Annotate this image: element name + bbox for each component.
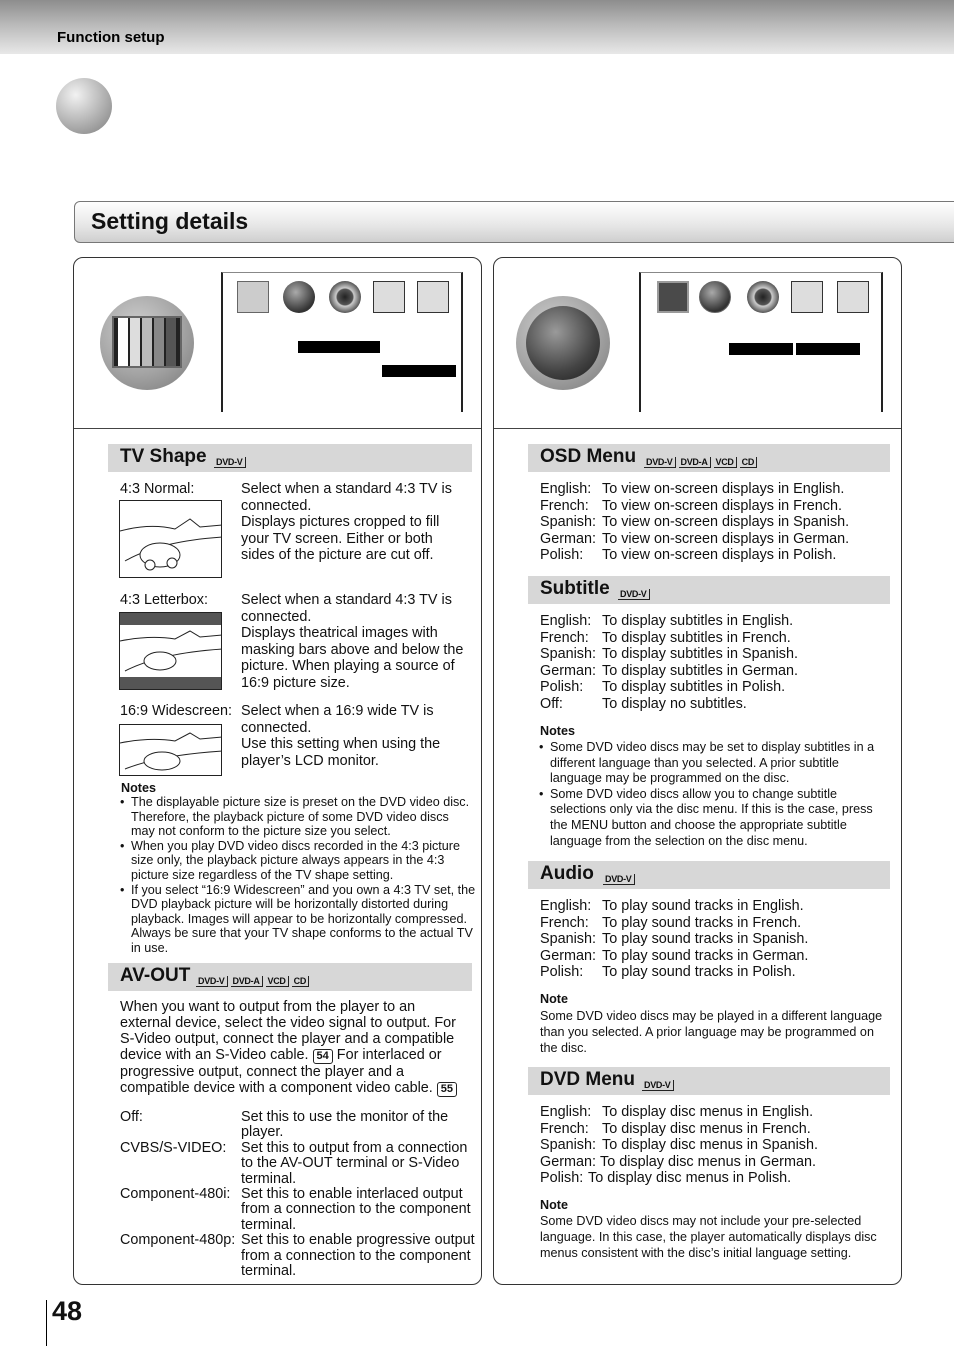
av-out-title: AV-OUT — [120, 965, 191, 986]
badge-dvd-v: DVD-V — [603, 874, 635, 885]
badge-dvd-v: DVD-V — [642, 1080, 674, 1091]
setup-1-icon[interactable] — [373, 281, 405, 313]
subtitle-notes-title: Notes — [540, 724, 575, 738]
audio-title: Audio — [540, 863, 594, 884]
tv-normal-label: 4:3 Normal: — [120, 481, 195, 497]
tv-shape-title: TV Shape — [120, 446, 207, 467]
badge-vcd: VCD — [266, 976, 289, 987]
badge-dvd-a: DVD-A — [679, 457, 711, 468]
note-item: • If you select “16:9 Widescreen” and you own a 4:3 TV set, the DVD playback picture will be horizontally distorted during playback. Images will appear to be horizontally compressed. Always be sure that your TV shape conforms to the actual TV in use. — [120, 883, 476, 956]
setup-menu-screen-2 — [639, 272, 883, 412]
note-item: • The displayable picture size is preset on the DVD video disc. Therefore, the playback picture of some DVD video discs may not conform to the picture size you select. — [120, 795, 476, 839]
setup-2-icon[interactable] — [837, 281, 869, 313]
note-item: • When you play DVD video discs recorded in the 4:3 picture size only, the playback picture always appears in the 4:3 picture size regardless of the TV shape setting. — [120, 839, 476, 883]
osd-menu-header — [528, 444, 890, 472]
badge-dvd-a: DVD-A — [231, 976, 263, 987]
osd-menu-title: OSD Menu — [540, 446, 637, 467]
tv-letterbox-label: 4:3 Letterbox: — [120, 592, 209, 608]
tv-screen-icon — [112, 316, 182, 368]
audio-header — [528, 861, 890, 889]
page-ref-54[interactable]: 54 — [313, 1049, 333, 1064]
audio-note: Some DVD video discs may be played in a different language than you selected. A prior language may be programmed on the disc. — [540, 1009, 883, 1055]
badge-cd: CD — [292, 976, 309, 987]
section-label: Function setup — [57, 29, 165, 46]
tv-wide-desc: Select when a 16:9 wide TV is connected. Use this setting when using the player’s LCD monitor. — [241, 703, 441, 769]
tv-normal-image — [119, 500, 222, 578]
dvd-menu-header — [528, 1067, 890, 1095]
globe-icon — [526, 306, 600, 380]
audio-menu-icon[interactable] — [747, 281, 779, 313]
dvd-menu-note: Some DVD video discs may not include your pre-selected language. In this case, the player automatically displays disc menus consistent with the disc’s initial language setting. — [540, 1214, 877, 1260]
tv-letterbox-image — [119, 612, 222, 690]
badge-dvd-v: DVD-V — [196, 976, 228, 987]
subtitle-header — [528, 576, 890, 604]
note-item: • Some DVD video discs may be set to display subtitles in a different language than you selected. A prior subtitle language may be programmed on the disc. — [539, 740, 887, 787]
menu-highlight-bar — [298, 341, 380, 353]
page-title: Setting details — [91, 208, 249, 234]
tv-wide-image — [119, 724, 222, 776]
language-disc-icon — [516, 296, 610, 390]
badge-dvd-v: DVD-V — [618, 589, 650, 600]
dvd-menu-note-title: Note — [540, 1198, 568, 1212]
setup-menu-screen — [221, 272, 463, 412]
badge-dvd-v: DVD-V — [644, 457, 676, 468]
subtitle-options: English: To display subtitles in English. French: To display subtitles in French. Spanish: To display subtitles in Spanish. German: To display subtitles in German. Polish: To display subtitles in Polish. Off: To display no subtitles. — [540, 613, 798, 712]
badge-cd: CD — [740, 457, 757, 468]
tv-shape-notes-title: Notes — [121, 781, 156, 795]
av-out-header — [108, 963, 472, 991]
audio-note-title: Note — [540, 992, 568, 1006]
tv-wide-label: 16:9 Widescreen: — [120, 703, 232, 719]
av-out-options: Off: Set this to use the monitor of the player. CVBS/S-VIDEO: Set this to output from a connection to the AV-OUT terminal or S-Video terminal. Component-480i: Set this to enable interlaced output from a connection to the component terminal. Component-480p: Set this to enable progressive output from a connection to the component terminal. — [120, 1109, 475, 1280]
language-menu-icon[interactable] — [283, 281, 315, 313]
page-number: 48 — [52, 1296, 83, 1326]
sphere-icon — [56, 78, 112, 134]
tv-letterbox-desc: Select when a standard 4:3 TV is connected. Displays theatrical images with masking bars above and below the picture. When playing a source of 16:9 picture size. — [241, 592, 464, 691]
subtitle-notes — [539, 740, 887, 849]
badge-dvd-v: DVD-V — [214, 457, 246, 468]
page-rule — [46, 1300, 47, 1346]
badge-vcd: VCD — [714, 457, 737, 468]
menu-option-bar — [796, 343, 860, 355]
settings-title-bar — [74, 201, 954, 243]
dvd-menu-title: DVD Menu — [540, 1069, 635, 1090]
subtitle-title: Subtitle — [540, 578, 610, 599]
tv-shape-disc-icon — [100, 296, 194, 390]
picture-menu-icon[interactable] — [237, 281, 269, 313]
av-out-intro: When you want to output from the player to an external device, select the video signal to output. For S-Video output, connect the player and a compatible device with an S-Video cable. 54 For interlaced or progressive output, connect the player and a compatible device with a component video cable. 55 — [120, 999, 456, 1096]
setup-1-icon[interactable] — [791, 281, 823, 313]
audio-options: English: To play sound tracks in English. French: To play sound tracks in French. Spanish: To play sound tracks in Spanish. German: To play sound tracks in German. Polish: To play sound tracks in Polish. — [540, 898, 809, 981]
language-menu-icon[interactable] — [699, 281, 731, 313]
audio-menu-icon[interactable] — [329, 281, 361, 313]
page-ref-55[interactable]: 55 — [437, 1082, 457, 1097]
menu-option-bar — [382, 365, 456, 377]
osd-menu-options: English: To view on-screen displays in English. French: To view on-screen displays in French. Spanish: To view on-screen displays in Spanish. German: To view on-screen displays in German. Polish: To view on-screen displays in Polish. — [540, 481, 850, 564]
menu-highlight-bar — [729, 343, 793, 355]
setup-2-icon[interactable] — [417, 281, 449, 313]
dvd-menu-options: English: To display disc menus in English. French: To display disc menus in French. Spanish: To display disc menus in Spanish. German: To display disc menus in German. Polish: To display disc menus in Polish. — [540, 1104, 818, 1187]
tv-normal-desc: Select when a standard 4:3 TV is connected. Displays pictures cropped to fill your TV screen. Either or both sides of the picture are cut off. — [241, 481, 452, 564]
note-item: • Some DVD video discs allow you to change subtitle selections only via the disc menu. If this is the case, press the MENU button and choose the appropriate subtitle language from the selection on the disc menu. — [539, 787, 887, 849]
tv-shape-header — [108, 444, 472, 472]
tv-shape-notes — [120, 795, 476, 956]
picture-menu-icon[interactable] — [657, 281, 689, 313]
